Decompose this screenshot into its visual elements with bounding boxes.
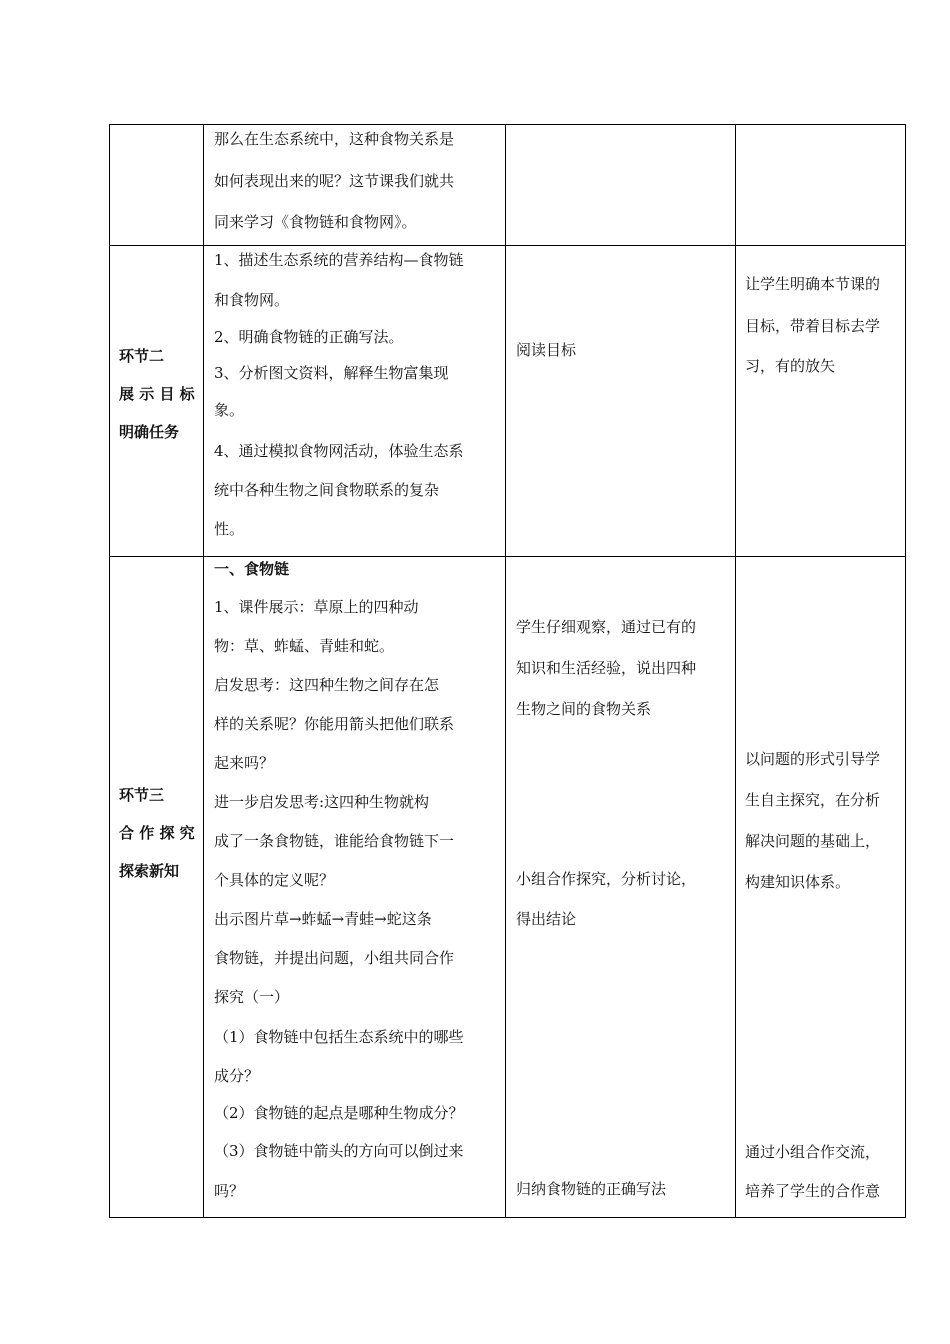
- stage-label: 探索新知: [119, 862, 180, 880]
- stage-label: 明确任务: [119, 423, 180, 441]
- content-line: 如何表现出来的呢？这节课我们就共: [214, 172, 455, 190]
- content-line: 4、通过模拟食物网活动，体验生态系: [214, 442, 464, 460]
- stage-cell: [110, 557, 204, 1218]
- section-title: 一、食物链: [214, 560, 290, 578]
- student-activity-line: 归纳食物链的正确写法: [516, 1180, 667, 1198]
- table-row: [110, 125, 906, 246]
- design-purpose-line: 习，有的放矢: [745, 357, 836, 375]
- content-cell: [204, 246, 506, 557]
- content-line: 同来学习《食物链和食物网》。: [214, 213, 417, 231]
- lesson-plan-table: [109, 124, 906, 1218]
- content-line: 启发思考：这四种生物之间存在怎: [214, 676, 440, 694]
- stage-label: 环节三: [119, 786, 165, 804]
- content-line: 成了一条食物链，谁能给食物链下一: [214, 832, 455, 850]
- student-activity-cell: [506, 125, 736, 246]
- design-purpose-line: 解决问题的基础上，: [745, 832, 881, 850]
- content-line: 象。: [214, 401, 245, 419]
- content-line: 食物链，并提出问题，小组共同合作: [214, 949, 455, 967]
- design-purpose-line: 通过小组合作交流，: [745, 1143, 881, 1161]
- design-purpose-cell: [736, 125, 906, 246]
- design-purpose-line: 目标，带着目标去学: [745, 317, 881, 335]
- table-row: [110, 246, 906, 557]
- content-line: 出示图片草→蚱蜢→青蛙→蛇这条: [214, 910, 432, 928]
- student-activity-line: 生物之间的食物关系: [516, 700, 652, 718]
- student-activity-line: 知识和生活经验，说出四种: [516, 659, 697, 677]
- student-activity-line: 阅读目标: [516, 341, 577, 359]
- content-line: （2）食物链的起点是哪种生物成分？: [214, 1104, 464, 1122]
- design-purpose-line: 构建知识体系。: [745, 873, 851, 891]
- content-line: 1、课件展示：草原上的四种动: [214, 598, 419, 616]
- student-activity-line: 学生仔细观察，通过已有的: [516, 618, 697, 636]
- stage-label: 展 示 目 标: [119, 385, 195, 403]
- stage-cell: [110, 246, 204, 557]
- design-purpose-line: 培养了学生的合作意: [745, 1182, 881, 1200]
- design-purpose-cell: [736, 246, 906, 557]
- content-line: 2、明确食物链的正确写法。: [214, 328, 404, 346]
- content-line: 起来吗？: [214, 754, 275, 772]
- student-activity-line: 小组合作探究，分析讨论，: [516, 870, 697, 888]
- content-line: 统中各种生物之间食物联系的复杂: [214, 481, 440, 499]
- stage-label: 环节二: [119, 347, 165, 365]
- content-line: 那么在生态系统中，这种食物关系是: [214, 130, 455, 148]
- content-line: 进一步启发思考:这四种生物就构: [214, 793, 430, 811]
- design-purpose-line: 以问题的形式引导学: [745, 750, 881, 768]
- content-line: 样的关系呢？你能用箭头把他们联系: [214, 715, 455, 733]
- content-line: （3）食物链中箭头的方向可以倒过来: [214, 1142, 464, 1160]
- content-line: 成分？: [214, 1067, 260, 1085]
- student-activity-cell: [506, 246, 736, 557]
- content-line: 1、描述生态系统的营养结构—食物链: [214, 251, 464, 269]
- content-line: 和食物网。: [214, 291, 290, 309]
- stage-cell: [110, 125, 204, 246]
- design-purpose-line: 让学生明确本节课的: [745, 275, 881, 293]
- student-activity-line: 得出结论: [516, 910, 577, 928]
- content-line: 性。: [214, 520, 245, 538]
- content-line: 物：草、蚱蜢、青蛙和蛇。: [214, 637, 395, 655]
- content-cell: [204, 125, 506, 246]
- content-line: 探究（一）: [214, 988, 290, 1006]
- content-line: （1）食物链中包括生态系统中的哪些: [214, 1028, 464, 1046]
- design-purpose-cell: [736, 557, 906, 1218]
- content-cell: [204, 557, 506, 1218]
- table-row: [110, 557, 906, 1218]
- student-activity-cell: [506, 557, 736, 1218]
- content-line: 3、分析图文资料，解释生物富集现: [214, 364, 449, 382]
- content-line: 个具体的定义呢？: [214, 871, 335, 889]
- stage-label: 合 作 探 究: [119, 824, 195, 842]
- content-line: 吗？: [214, 1182, 245, 1200]
- design-purpose-line: 生自主探究，在分析: [745, 791, 881, 809]
